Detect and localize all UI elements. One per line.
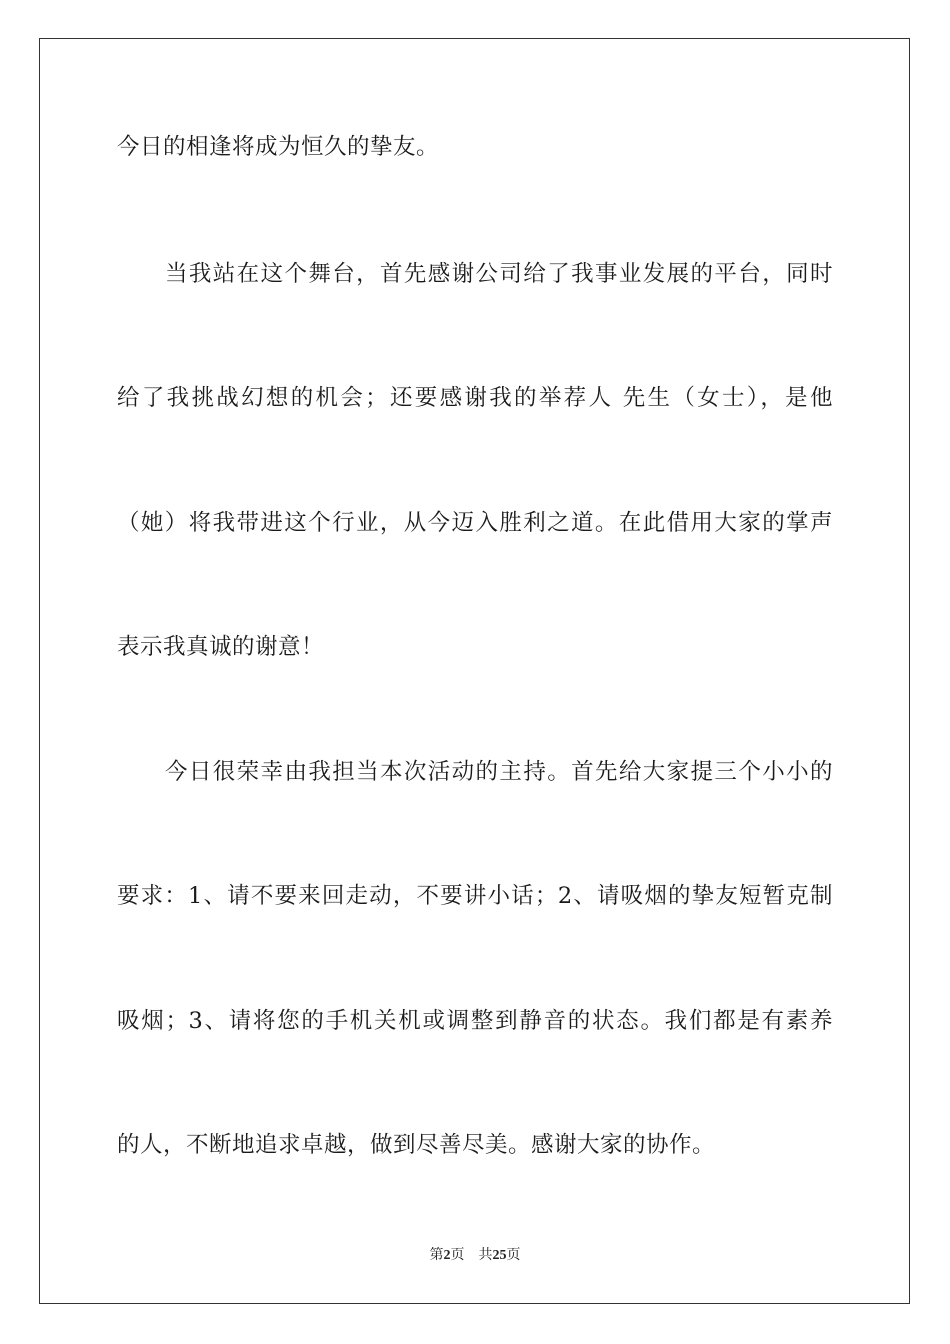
paragraph-line-9: 的人，不断地追求卓越，做到尽善尽美。感谢大家的协作。 <box>117 1132 716 1158</box>
paragraph-line-3: 给了我挑战幻想的机会；还要感谢我的举荐人 先生（女士），是他 <box>117 385 833 411</box>
page-footer <box>0 1245 950 1266</box>
total-suffix: 页 <box>506 1247 521 1263</box>
page-number: 2 <box>443 1248 451 1263</box>
paragraph-line-6: 今日很荣幸由我担当本次活动的主持。首先给大家提三个小小的 <box>165 759 833 785</box>
paragraph-line-7: 要求：1、请不要来回走动，不要讲小话；2、请吸烟的挚友短暂克制 <box>117 883 833 909</box>
page-border <box>39 38 910 1304</box>
total-pages: 25 <box>492 1248 507 1263</box>
paragraph-line-8: 吸烟；3、请将您的手机关机或调整到静音的状态。我们都是有素养 <box>117 1008 833 1034</box>
paragraph-line-4: （她）将我带进这个行业，从今迈入胜利之道。在此借用大家的掌声 <box>117 510 833 536</box>
paragraph-line-2: 当我站在这个舞台，首先感谢公司给了我事业发展的平台，同时 <box>165 261 833 287</box>
paragraph-line-5: 表示我真诚的谢意！ <box>117 634 325 660</box>
total-prefix: 共 <box>478 1247 493 1263</box>
paragraph-line-1: 今日的相逢将成为恒久的挚友。 <box>117 134 440 160</box>
page-suffix: 页 <box>450 1247 465 1263</box>
page-prefix: 第 <box>429 1247 444 1263</box>
